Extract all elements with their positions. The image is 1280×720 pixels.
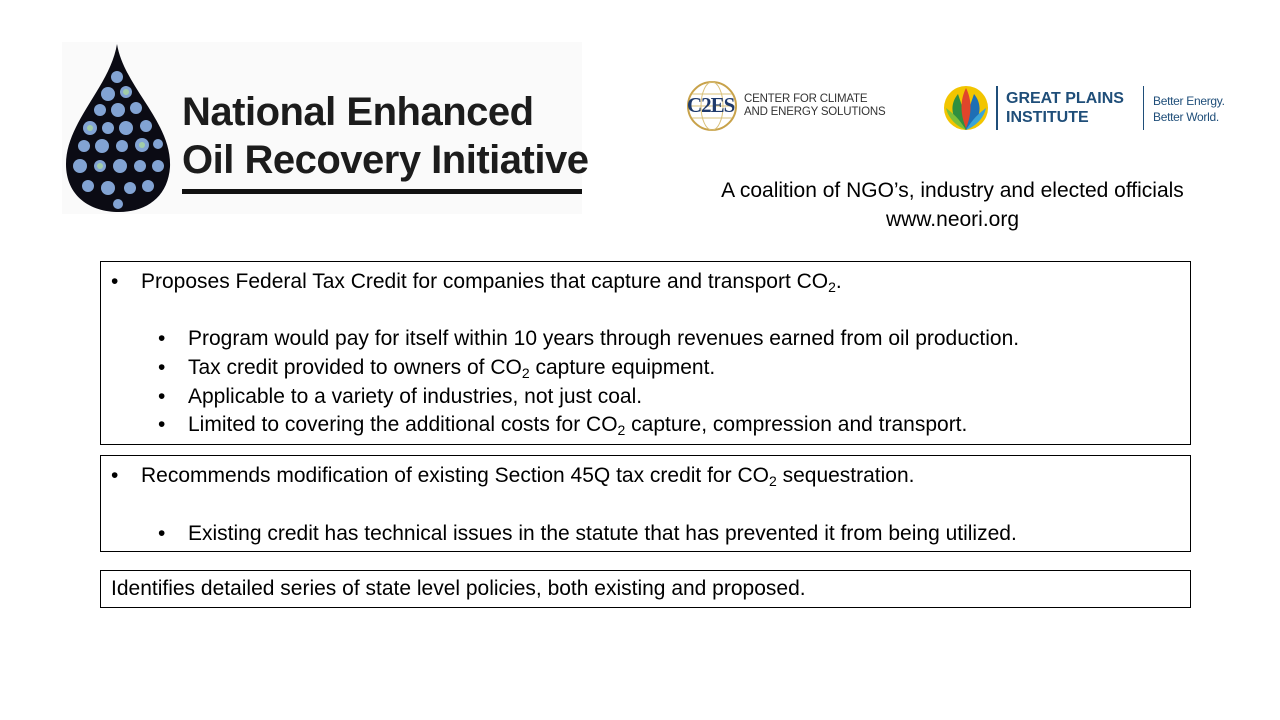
gpi-name-line2: INSTITUTE <box>1006 109 1089 126</box>
bullet: • <box>158 385 166 408</box>
state-policies-box <box>100 570 1191 608</box>
gpi-logo <box>942 82 1225 134</box>
gpi-tagline-line2: Better World. <box>1153 110 1219 124</box>
c2es-name-line2: AND ENERGY SOLUTIONS <box>744 106 886 118</box>
oil-drop-icon <box>62 42 177 214</box>
website-url: www.neori.org <box>885 208 1020 231</box>
gpi-flower-icon <box>942 82 990 132</box>
bullet: • <box>111 464 119 487</box>
main-point: Proposes Federal Tax Credit for companies that capture and transport $CO_2$. <box>141 270 842 295</box>
sub-point: Program would pay for itself within 10 years through revenues earned from oil production. <box>188 327 1020 350</box>
c2es-logo <box>684 80 884 132</box>
section-45q-box <box>100 455 1191 552</box>
sub-point: Tax credit provided to owners of $CO_2$ capture equipment. <box>188 356 716 381</box>
bullet: • <box>158 356 166 379</box>
neori-name-line2: Oil Recovery Initiative <box>182 138 589 182</box>
gpi-divider <box>996 86 998 130</box>
neori-underline <box>182 189 582 194</box>
c2es-mark: C2ES <box>687 93 735 117</box>
federal-tax-credit-box <box>100 261 1191 445</box>
sub-point: Limited to covering the additional costs for $CO_2$ capture, compression and transport. <box>188 413 968 438</box>
gpi-divider-2 <box>1143 86 1144 130</box>
bullet: • <box>158 522 166 545</box>
bullet: • <box>158 327 166 350</box>
sub-point: Applicable to a variety of industries, not just coal. <box>188 385 643 408</box>
bullet: • <box>158 413 166 436</box>
state-policies-text: Identifies detailed series of state level policies, both existing and proposed. <box>111 577 806 600</box>
c2es-name-line1: CENTER FOR CLIMATE <box>744 93 868 105</box>
gpi-name-line1: GREAT PLAINS <box>1006 90 1124 107</box>
sub-point: Existing credit has technical issues in the statute that has prevented it from being utilized. <box>188 522 1017 545</box>
coalition-tagline: A coalition of NGO’s, industry and elected officials <box>721 179 1184 202</box>
neori-logo <box>62 42 589 214</box>
neori-name-line1: National Enhanced <box>182 90 534 134</box>
bullet: • <box>111 270 119 293</box>
gpi-tagline-line1: Better Energy. <box>1153 94 1225 108</box>
main-point: Recommends modification of existing Section 45Q tax credit for $CO_2$ sequestration. <box>141 464 915 489</box>
